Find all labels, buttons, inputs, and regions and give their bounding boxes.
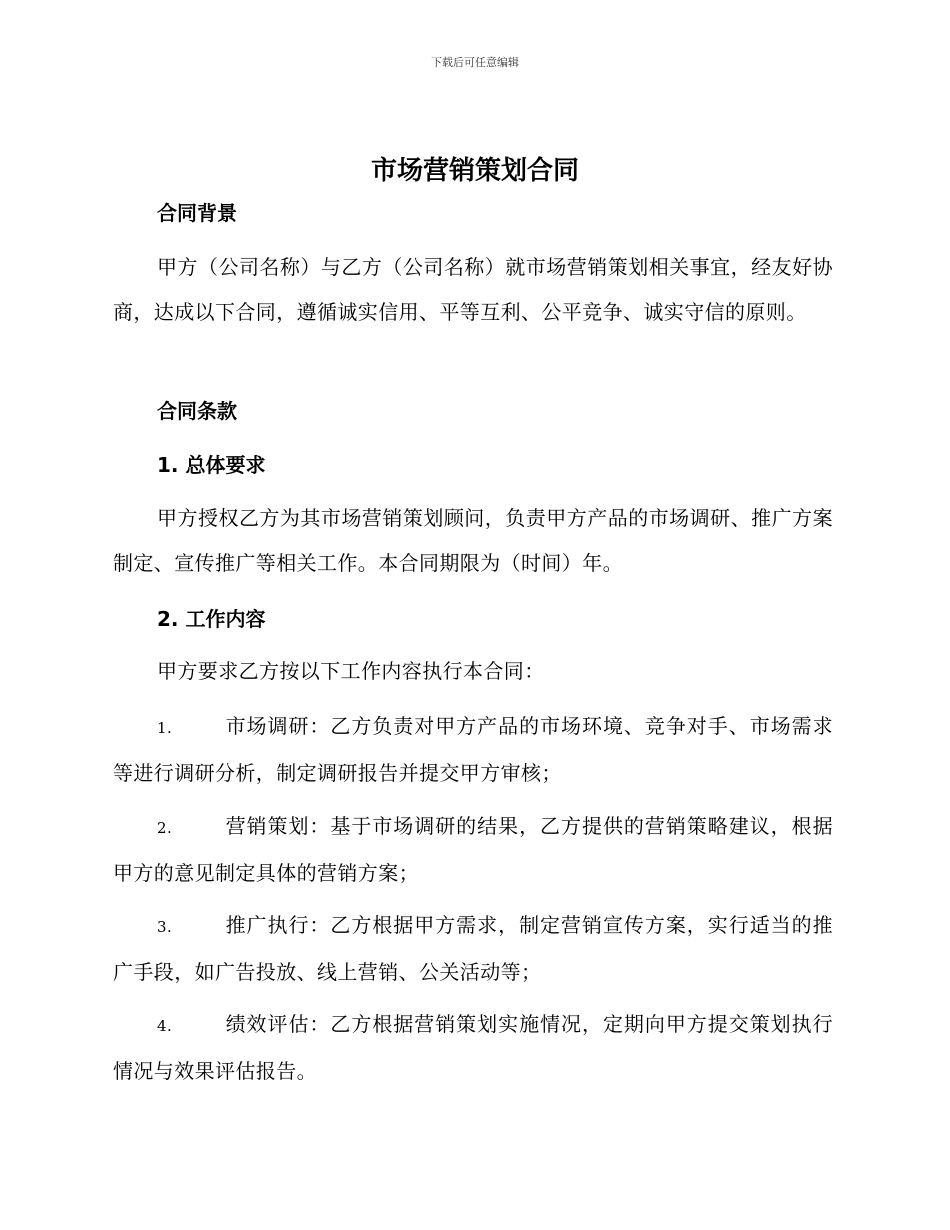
work-item-text: 绩效评估：乙方根据营销策划实施情况，定期向甲方提交策划执行情况与效果评估报告。 [113,1012,833,1083]
work-item-3 [113,903,833,995]
general-requirements-paragraph: 甲方授权乙方为其市场营销策划顾问，负责甲方产品的市场调研、推广方案制定、宣传推广等相关工作。本合同期限为（时间）年。 [113,506,833,575]
general-requirements-heading: 1. 总体要求 [157,453,266,477]
work-content-heading: 2. 工作内容 [157,607,266,631]
work-item-text: 推广执行：乙方根据甲方需求，制定营销宣传方案，实行适当的推广手段，如广告投放、线上营销、公关活动等； [113,913,833,984]
terms-heading: 合同条款 [157,399,237,423]
work-item-number: 3. [157,918,173,936]
work-item-number: 1. [157,719,173,737]
work-item-number: 4. [157,1017,173,1035]
work-item-text: 营销策划：基于市场调研的结果，乙方提供的营销策略建议，根据甲方的意见制定具体的营销方案； [113,814,833,885]
work-item-4 [113,1002,833,1094]
work-item-number: 2. [157,819,173,837]
background-paragraph: 甲方（公司名称）与乙方（公司名称）就市场营销策划相关事宜，经友好协商，达成以下合同，遵循诚实信用、平等互利、公平竞争、诚实守信的原则。 [113,255,833,324]
work-item-2 [113,804,833,896]
document-title: 市场营销策划合同 [370,156,579,186]
background-heading: 合同背景 [157,201,237,225]
work-item-1 [113,704,833,796]
work-content-intro: 甲方要求乙方按以下工作内容执行本合同： [157,659,545,683]
header-note: 下载后可任意编辑 [431,56,519,69]
work-item-text: 市场调研：乙方负责对甲方产品的市场环境、竞争对手、市场需求等进行调研分析，制定调研报告并提交甲方审核； [113,714,833,785]
